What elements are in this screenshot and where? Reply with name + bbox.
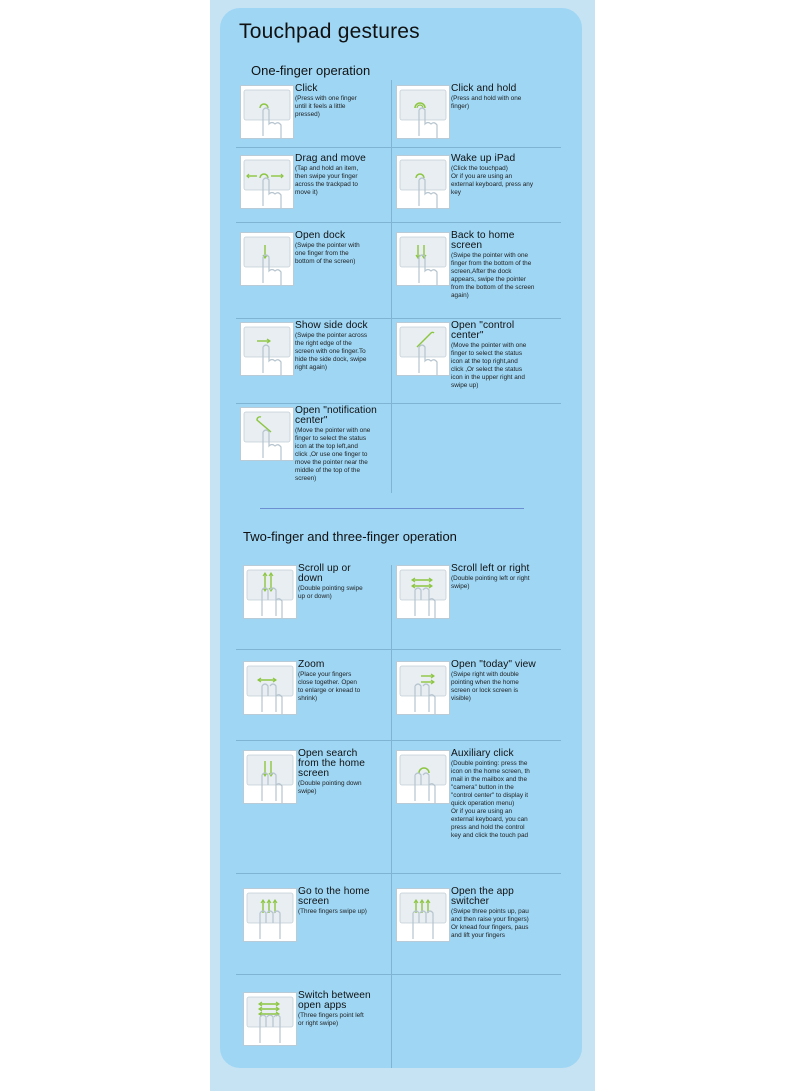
gesture-description: (Three fingers swipe up)	[298, 908, 367, 915]
press-hold-icon	[396, 85, 450, 139]
gesture-description: (Tap and hold an item, then swipe your finger across the trackpad to move it)	[295, 165, 359, 196]
gesture-title: Zoom	[298, 659, 325, 670]
gesture-description: (Swipe the pointer with one finger from the bottom of the screen)	[295, 242, 360, 265]
gesture-description: (Double pointing swipe up or down)	[298, 585, 363, 600]
gesture-description: (Double pointing left or right swipe)	[451, 575, 530, 590]
gesture-title: Scroll left or right	[451, 563, 530, 574]
gesture-title: Go to the home screen	[298, 886, 370, 907]
two-finger-vertical-icon	[243, 565, 297, 619]
three-finger-up-icon	[243, 888, 297, 942]
swipe-down-icon	[240, 232, 294, 286]
row-divider	[236, 974, 561, 975]
row-divider	[236, 318, 561, 319]
two-finger-horizontal-icon	[396, 565, 450, 619]
swipe-top-left-icon	[240, 407, 294, 461]
gesture-description: (Swipe the pointer across the right edge of the screen with one finger.To hide the side dock, swipe right again)	[295, 332, 368, 371]
gesture-title: Scroll up or down	[298, 563, 351, 584]
section-title-multi-finger: Two-finger and three-finger operation	[243, 529, 457, 544]
row-divider	[236, 873, 561, 874]
section-title-one-finger: One-finger operation	[251, 63, 371, 78]
gesture-title: Switch between open apps	[298, 990, 371, 1011]
gesture-description: (Three fingers point left or right swipe)	[298, 1012, 364, 1027]
row-divider	[236, 403, 561, 404]
row-divider	[236, 222, 561, 223]
gesture-title: Show side dock	[295, 320, 368, 331]
gesture-title: Open "control center"	[451, 320, 515, 341]
gesture-description: (Click the touchpad) Or if you are using an external keyboard, press any key	[451, 165, 534, 196]
gesture-description: (Swipe the pointer with one finger from the bottom of the screen,After the dock appears, swipe the pointer from the bottom of the screen again)	[451, 252, 535, 299]
gesture-title: Open search from the home screen	[298, 748, 365, 779]
gesture-description: (Press with one finger until it feels a little pressed)	[295, 95, 357, 118]
row-divider	[236, 649, 561, 650]
page-title: Touchpad gestures	[239, 20, 420, 43]
gesture-description: (Place your fingers close together. Open to enlarge or knead to shrink)	[298, 671, 361, 702]
gesture-description: (Move the pointer with one finger to select the status icon at the top right,and click ,Or select the status icon in the upper right and swipe up)	[451, 342, 527, 389]
swipe-right-icon	[240, 322, 294, 376]
gesture-title: Open the app switcher	[451, 886, 514, 907]
gesture-title: Wake up iPad	[451, 153, 516, 164]
gesture-title: Open dock	[295, 230, 346, 241]
double-swipe-down-icon	[396, 232, 450, 286]
row-divider	[236, 147, 561, 148]
drag-icon	[240, 155, 294, 209]
gesture-description: (Double pointing down swipe)	[298, 780, 362, 795]
gesture-title: Click and hold	[451, 83, 517, 94]
three-finger-horizontal-icon	[243, 992, 297, 1046]
three-finger-up-hold-icon	[396, 888, 450, 942]
section-separator	[260, 508, 524, 509]
gesture-title: Open "today" view	[451, 659, 536, 670]
gesture-title: Back to home screen	[451, 230, 515, 251]
two-finger-right-icon	[396, 661, 450, 715]
row-divider	[236, 740, 561, 741]
tap-icon	[396, 155, 450, 209]
gesture-title: Click	[295, 83, 318, 94]
gesture-description: (Double pointing: press the icon on the home screen, th mail in the mailbox and the "camera" button in the "control center" to display it quick operation menu) Or if you are using an external keyboard, you can press and hold the control key and click the touch pad	[451, 760, 530, 839]
gesture-title: Open "notification center"	[295, 405, 377, 426]
tap-icon	[240, 85, 294, 139]
swipe-top-right-icon	[396, 322, 450, 376]
gesture-description: (Press and hold with one finger)	[451, 95, 522, 110]
gesture-description: (Swipe right with double pointing when the home screen or lock screen is visible)	[451, 671, 519, 702]
gesture-description: (Swipe three points up, pau and then raise your fingers) Or knead four fingers, paus and lift your fingers	[451, 908, 529, 939]
gesture-description: (Move the pointer with one finger to select the status icon at the top left,and click ,Or use one finger to move the pointer near the middle of the top of the screen)	[295, 427, 371, 482]
gesture-guide-panel	[220, 8, 582, 1068]
gesture-title: Drag and move	[295, 153, 366, 164]
two-finger-down-icon	[243, 750, 297, 804]
gesture-title: Auxiliary click	[451, 748, 514, 759]
pinch-icon	[243, 661, 297, 715]
two-finger-tap-icon	[396, 750, 450, 804]
